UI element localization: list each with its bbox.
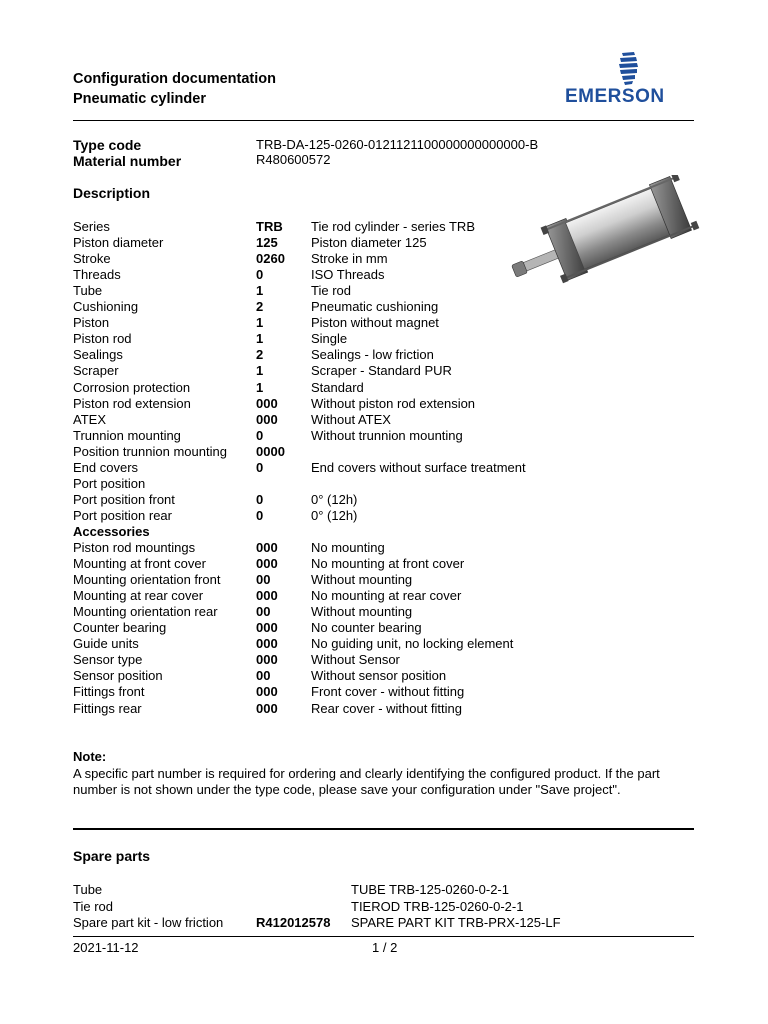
row-text: Piston without magnet [311,315,439,330]
type-code-label: Type code [73,137,142,153]
spare-part-description: SPARE PART KIT TRB-PRX-125-LF [351,915,561,930]
row-text: No counter bearing [311,620,422,635]
row-name: Trunnion mounting [73,428,181,443]
row-text: Sealings - low friction [311,347,434,362]
description-row [0,620,768,636]
spare-part-name: Spare part kit - low friction [73,915,224,930]
row-text: Tie rod cylinder - series TRB [311,219,475,234]
row-name: Stroke [73,251,111,266]
description-row [0,508,768,524]
description-row [0,652,768,668]
row-code: 0000 [256,444,285,459]
row-code: 00 [256,668,271,683]
row-code: 00 [256,572,271,587]
title-line-2: Pneumatic cylinder [73,91,206,107]
row-code: 1 [256,283,264,298]
row-name: Piston rod [73,331,132,346]
row-name: Sensor type [73,652,143,667]
row-name: Mounting orientation rear [73,604,218,619]
row-name: Port position rear [73,508,172,523]
note-body: A specific part number is required for ordering and clearly identifying the configured product. If the part number is not shown under the type code, please save your configuration under "Save project". [73,766,660,797]
description-row [0,363,768,379]
document-title [73,69,276,109]
row-text: No mounting at rear cover [311,588,462,603]
description-row [0,331,768,347]
row-code: 0 [256,428,264,443]
row-code: 1 [256,331,264,346]
spare-parts-divider [73,828,694,830]
emerson-logo-mark-icon [563,50,695,110]
spare-part-row [0,899,768,915]
row-name: Piston diameter [73,235,164,250]
description-row [0,219,768,235]
description-row [0,299,768,315]
description-row [0,412,768,428]
row-name: Scraper [73,363,119,378]
note-title: Note: [73,749,107,764]
description-row [0,572,768,588]
row-code: 0 [256,508,264,523]
description-row [0,235,768,251]
row-name: Port position [73,476,146,491]
material-number-value: R480600572 [256,152,331,167]
row-name: Guide units [73,636,139,651]
description-row [0,684,768,700]
row-name: Piston rod mountings [73,540,196,555]
row-text: Without mounting [311,604,413,619]
spare-part-row [0,882,768,898]
row-text: Stroke in mm [311,251,388,266]
title-line-1: Configuration documentation [73,71,276,87]
row-name: Cushioning [73,299,139,314]
row-code: 000 [256,701,278,716]
row-code: 125 [256,235,278,250]
emerson-logo [563,50,695,110]
row-name: Port position front [73,492,175,507]
row-name: Threads [73,267,121,282]
footer-date: 2021-11-12 [73,940,139,955]
row-name: Mounting at rear cover [73,588,204,603]
row-text: Piston diameter 125 [311,235,427,250]
row-code: 000 [256,620,278,635]
row-code: 2 [256,299,264,314]
spare-part-name: Tie rod [73,899,113,914]
row-text: Standard [311,380,364,395]
description-row [0,668,768,684]
row-text: Without Sensor [311,652,400,667]
description-row [0,444,768,460]
emerson-wordmark: EMERSON [565,86,665,107]
row-code: 000 [256,412,278,427]
row-text: End covers without surface treatment [311,460,526,475]
row-text: Without ATEX [311,412,391,427]
description-row [0,556,768,572]
row-code: 0 [256,492,264,507]
footer-page-number: 1 / 2 [372,940,398,955]
row-text: ISO Threads [311,267,385,282]
spare-part-name: Tube [73,882,103,897]
row-code: 1 [256,363,264,378]
description-row [0,428,768,444]
description-row [0,540,768,556]
row-text: No guiding unit, no locking element [311,636,514,651]
row-code: 000 [256,652,278,667]
row-text: Single [311,331,348,346]
row-code: 0260 [256,251,285,266]
description-row [0,701,768,717]
type-code-value: TRB-DA-125-0260-0121121100000000000000-B [256,137,539,152]
description-row [0,380,768,396]
description-row [0,251,768,267]
section-heading-row [0,524,768,540]
row-code: 2 [256,347,264,362]
row-code: 000 [256,540,278,555]
row-text: Without piston rod extension [311,396,476,411]
row-name: Fittings front [73,684,145,699]
footer-divider [73,936,694,937]
row-name: Piston [73,315,110,330]
row-name: Fittings rear [73,701,142,716]
row-code: TRB [256,219,283,234]
spare-parts-heading: Spare parts [73,848,151,864]
description-row [0,347,768,363]
spare-part-row [0,915,768,931]
row-name: Mounting at front cover [73,556,206,571]
row-text: Scraper - Standard PUR [311,363,452,378]
row-code: 000 [256,396,278,411]
row-code: 000 [256,684,278,699]
row-code: 0 [256,460,264,475]
row-name: Series [73,219,110,234]
row-text: No mounting at front cover [311,556,465,571]
description-row [0,267,768,283]
row-text: Tie rod [311,283,351,298]
row-name: Sensor position [73,668,163,683]
description-row [0,588,768,604]
description-row [0,315,768,331]
row-text: No mounting [311,540,385,555]
row-text: Without mounting [311,572,413,587]
row-text: Rear cover - without fitting [311,701,463,716]
description-row [0,476,768,492]
row-name: Sealings [73,347,123,362]
row-text: Without sensor position [311,668,447,683]
row-code: 0 [256,267,264,282]
row-name: Mounting orientation front [73,572,221,587]
row-code: 000 [256,636,278,651]
spare-part-description: TUBE TRB-125-0260-0-2-1 [351,882,509,897]
description-row [0,396,768,412]
description-row [0,636,768,652]
header-divider [73,120,694,121]
row-name: ATEX [73,412,106,427]
row-text: 0° (12h) [311,492,358,507]
row-name: Position trunnion mounting [73,444,227,459]
row-code: 1 [256,380,264,395]
row-code: 000 [256,588,278,603]
spare-part-number: R412012578 [256,915,331,930]
material-number-label: Material number [73,153,182,169]
row-name: Accessories [73,524,150,539]
row-name: Corrosion protection [73,380,191,395]
spare-part-description: TIEROD TRB-125-0260-0-2-1 [351,899,524,914]
description-heading: Description [73,185,151,201]
row-name: End covers [73,460,139,475]
row-name: Piston rod extension [73,396,191,411]
row-text: Without trunnion mounting [311,428,463,443]
row-code: 1 [256,315,264,330]
row-name: Tube [73,283,103,298]
description-row [0,604,768,620]
row-code: 00 [256,604,271,619]
row-text: Pneumatic cushioning [311,299,439,314]
row-text: Front cover - without fitting [311,684,465,699]
row-name: Counter bearing [73,620,167,635]
row-text: 0° (12h) [311,508,358,523]
row-code: 000 [256,556,278,571]
description-row [0,492,768,508]
description-row [0,460,768,476]
description-row [0,283,768,299]
